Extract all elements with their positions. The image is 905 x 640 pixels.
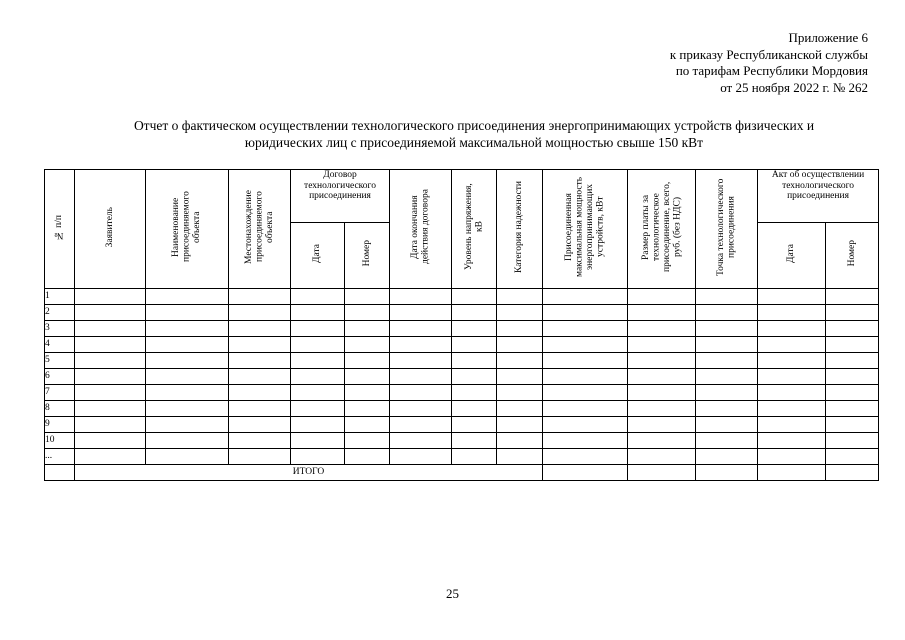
table-cell — [758, 353, 826, 369]
table-cell — [497, 401, 543, 417]
table-row — [45, 417, 879, 433]
header-voltage: Уровень напряжения, кВ — [452, 170, 497, 289]
table-cell — [452, 353, 497, 369]
table-cell — [229, 417, 291, 433]
table-cell — [497, 305, 543, 321]
header-contract-date: Дата — [291, 222, 345, 288]
table-cell — [146, 401, 229, 417]
table-cell — [497, 321, 543, 337]
table-row — [45, 289, 879, 305]
table-cell — [758, 449, 826, 465]
header-act-number: Номер — [826, 222, 879, 288]
table-cell — [146, 353, 229, 369]
table-cell — [390, 385, 452, 401]
table-cell — [758, 289, 826, 305]
table-cell — [628, 449, 696, 465]
table-cell — [452, 289, 497, 305]
table-cell — [146, 305, 229, 321]
table-cell — [758, 337, 826, 353]
annex-header — [670, 30, 868, 96]
total-row-number-cell — [45, 465, 75, 481]
table-cell — [497, 433, 543, 449]
table-cell — [696, 417, 758, 433]
header-connection-point: Точка технологического присоединения — [696, 170, 758, 289]
table-cell — [696, 449, 758, 465]
table-cell — [826, 305, 879, 321]
table-cell — [390, 353, 452, 369]
total-label: ИТОГО — [75, 465, 543, 481]
header-max-power: Присоединенная максимальная мощность энергопринимающих устройств, кВт — [543, 170, 628, 289]
table-cell — [696, 321, 758, 337]
table-cell — [390, 305, 452, 321]
table-cell — [696, 401, 758, 417]
table-cell — [497, 449, 543, 465]
table-cell — [291, 449, 345, 465]
table-cell — [628, 385, 696, 401]
report-title-line-1: Отчет о фактическом осуществлении технологического присоединения энергопринимающих устройств физических и — [133, 118, 815, 133]
table-cell — [696, 353, 758, 369]
table-cell — [543, 305, 628, 321]
table-cell — [758, 369, 826, 385]
table-cell — [543, 385, 628, 401]
table-cell — [75, 449, 146, 465]
table-cell — [696, 289, 758, 305]
table-cell — [146, 433, 229, 449]
annex-line-2: к приказу Республиканской службы — [669, 46, 868, 62]
table-row — [45, 337, 879, 353]
row-number: 3 — [45, 321, 75, 337]
table-cell — [452, 401, 497, 417]
table-cell — [452, 369, 497, 385]
table-row — [45, 385, 879, 401]
table-cell — [75, 369, 146, 385]
table-cell — [146, 385, 229, 401]
table-cell — [229, 385, 291, 401]
header-act-group: Акт об осуществлении технологического присоединения — [758, 170, 879, 223]
table-cell — [497, 417, 543, 433]
table-cell — [497, 385, 543, 401]
table-cell — [345, 337, 390, 353]
table-cell — [758, 305, 826, 321]
row-number: 7 — [45, 385, 75, 401]
table-cell — [628, 337, 696, 353]
table-cell — [497, 289, 543, 305]
table-cell — [390, 433, 452, 449]
row-number: 8 — [45, 401, 75, 417]
table-cell — [826, 289, 879, 305]
annex-line-1: Приложение 6 — [788, 30, 868, 45]
table-cell — [291, 353, 345, 369]
report-table-body — [45, 289, 879, 481]
header-num: № п/п — [45, 170, 75, 289]
table-cell — [291, 289, 345, 305]
table-row — [45, 369, 879, 385]
table-cell — [291, 321, 345, 337]
table-cell — [497, 337, 543, 353]
table-cell — [229, 369, 291, 385]
table-cell — [75, 289, 146, 305]
table-cell — [826, 417, 879, 433]
header-reliability: Категория надежности — [497, 170, 543, 289]
table-cell — [826, 353, 879, 369]
table-row — [45, 321, 879, 337]
table-cell — [345, 433, 390, 449]
table-cell — [543, 321, 628, 337]
table-row — [45, 353, 879, 369]
table-cell — [628, 321, 696, 337]
table-cell — [75, 321, 146, 337]
row-number: 6 — [45, 369, 75, 385]
header-applicant: Заявитель — [75, 170, 146, 289]
table-cell — [543, 417, 628, 433]
header-object-location: Местонахождение присоединяемого объекта — [229, 170, 291, 289]
table-cell — [696, 369, 758, 385]
table-cell — [291, 417, 345, 433]
table-cell — [452, 433, 497, 449]
table-cell — [826, 369, 879, 385]
table-cell — [345, 305, 390, 321]
table-cell — [345, 321, 390, 337]
table-cell — [146, 289, 229, 305]
table-cell — [826, 433, 879, 449]
table-cell — [75, 433, 146, 449]
table-row — [45, 449, 879, 465]
table-cell — [696, 337, 758, 353]
table-cell — [696, 305, 758, 321]
table-cell — [146, 449, 229, 465]
table-cell — [628, 353, 696, 369]
table-row — [45, 433, 879, 449]
table-cell — [452, 449, 497, 465]
table-cell — [497, 353, 543, 369]
table-cell — [229, 305, 291, 321]
table-cell — [291, 385, 345, 401]
table-cell — [543, 337, 628, 353]
table-cell — [543, 353, 628, 369]
report-table — [44, 169, 879, 481]
row-number: 10 — [45, 433, 75, 449]
header-contract-group: Договор технологического присоединения — [291, 170, 390, 223]
table-cell — [291, 401, 345, 417]
table-cell — [75, 337, 146, 353]
table-cell — [345, 449, 390, 465]
table-cell — [146, 337, 229, 353]
table-cell — [291, 433, 345, 449]
table-cell — [826, 321, 879, 337]
table-cell — [543, 449, 628, 465]
table-cell — [826, 337, 879, 353]
table-cell — [229, 337, 291, 353]
table-cell — [543, 433, 628, 449]
table-cell — [75, 305, 146, 321]
row-number: 5 — [45, 353, 75, 369]
table-row — [45, 401, 879, 417]
table-cell — [345, 369, 390, 385]
table-cell — [229, 353, 291, 369]
table-cell — [229, 321, 291, 337]
table-cell — [229, 433, 291, 449]
header-object-name: Наименование присоединяемого объекта — [146, 170, 229, 289]
table-cell — [758, 417, 826, 433]
table-cell — [345, 417, 390, 433]
header-fee: Размер платы за технологическое присоединение, всего, руб. (без НДС) — [628, 170, 696, 289]
table-cell — [390, 401, 452, 417]
table-cell — [75, 353, 146, 369]
total-cell — [628, 465, 696, 481]
total-row — [45, 465, 879, 481]
table-cell — [390, 337, 452, 353]
table-cell — [696, 433, 758, 449]
table-cell — [390, 289, 452, 305]
row-number: 4 — [45, 337, 75, 353]
table-cell — [75, 385, 146, 401]
table-cell — [452, 305, 497, 321]
report-title — [40, 118, 905, 151]
table-cell — [497, 369, 543, 385]
report-title-line-2: юридических лиц с присоединяемой максимальной мощностью свыше 150 кВт — [244, 134, 704, 150]
table-cell — [543, 369, 628, 385]
table-cell — [758, 385, 826, 401]
table-cell — [75, 417, 146, 433]
header-act-date: Дата — [758, 222, 826, 288]
table-cell — [390, 369, 452, 385]
row-number: 1 — [45, 289, 75, 305]
table-cell — [543, 289, 628, 305]
table-cell — [628, 289, 696, 305]
total-cell — [758, 465, 826, 481]
table-cell — [345, 289, 390, 305]
table-cell — [146, 417, 229, 433]
row-number: 9 — [45, 417, 75, 433]
table-cell — [345, 401, 390, 417]
table-cell — [146, 369, 229, 385]
table-cell — [452, 417, 497, 433]
table-cell — [758, 433, 826, 449]
annex-line-4: от 25 ноября 2022 г. № 262 — [720, 79, 868, 95]
table-cell — [75, 401, 146, 417]
table-cell — [628, 401, 696, 417]
table-cell — [543, 401, 628, 417]
table-cell — [452, 385, 497, 401]
total-cell — [696, 465, 758, 481]
table-cell — [291, 369, 345, 385]
table-cell — [628, 369, 696, 385]
table-cell — [696, 385, 758, 401]
table-cell — [229, 289, 291, 305]
table-cell — [628, 433, 696, 449]
table-cell — [229, 449, 291, 465]
row-number: ... — [45, 449, 75, 465]
table-cell — [390, 321, 452, 337]
table-cell — [758, 401, 826, 417]
table-cell — [345, 385, 390, 401]
table-cell — [390, 417, 452, 433]
table-cell — [452, 337, 497, 353]
row-number: 2 — [45, 305, 75, 321]
table-cell — [291, 337, 345, 353]
total-cell — [826, 465, 879, 481]
header-contract-number: Номер — [345, 222, 390, 288]
table-cell — [452, 321, 497, 337]
table-cell — [628, 417, 696, 433]
total-cell — [543, 465, 628, 481]
table-cell — [826, 449, 879, 465]
table-row — [45, 305, 879, 321]
table-cell — [758, 321, 826, 337]
header-contract-end-date: Дата окончания действия договора — [390, 170, 452, 289]
page-number: 25 — [446, 586, 459, 601]
table-cell — [826, 401, 879, 417]
table-cell — [628, 305, 696, 321]
table-cell — [291, 305, 345, 321]
table-cell — [345, 353, 390, 369]
table-cell — [826, 385, 879, 401]
table-cell — [146, 321, 229, 337]
table-cell — [229, 401, 291, 417]
annex-line-3: по тарифам Республики Мордовия — [675, 63, 868, 78]
table-cell — [390, 449, 452, 465]
